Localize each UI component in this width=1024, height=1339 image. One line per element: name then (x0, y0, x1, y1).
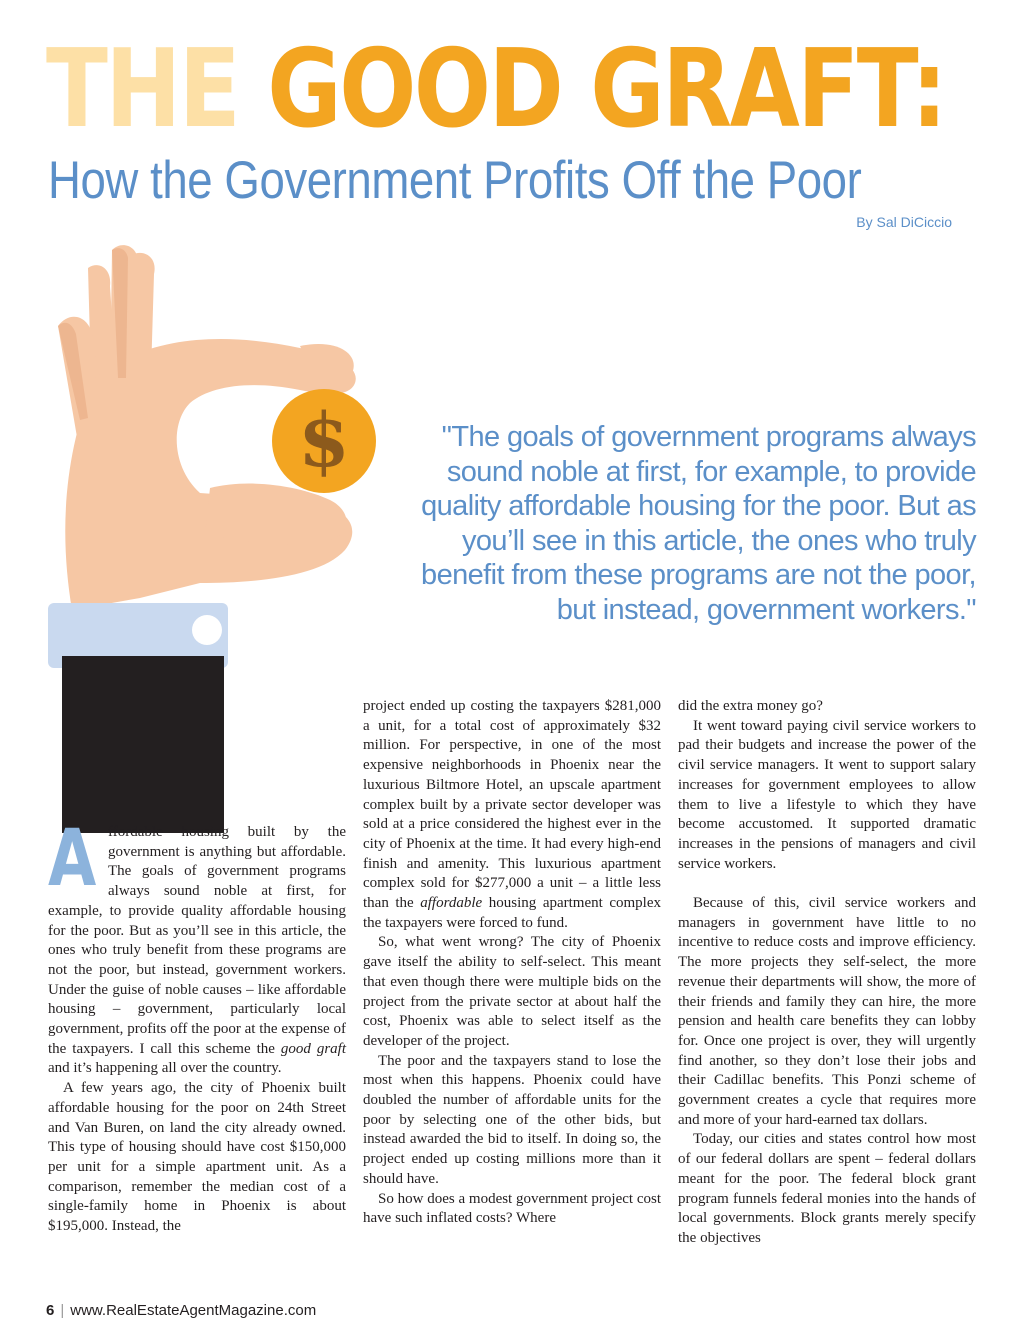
paragraph-text: project ended up costing the taxpayers $281,000 a unit, for a total cost of approximately $32 million. For perspective, in one of the most expensive neighborhoods in Phoenix near the luxurious Biltmore Hotel, an upscale apartment complex built by a private sector developer was sold at a price considered the highest ever in the city of Phoenix at the time. It had every high-end finish and amenity. This luxurious apartment complex sold for $277,000 a unit – a little less than the (363, 698, 661, 912)
paragraph: So, what went wrong? The city of Phoenix gave itself the ability to self-select. This meant that even though there were multiple bids on the project from the private sector at about half the cost, Phoenix was able to select itself as the developer of the project. (363, 934, 661, 1049)
article-column-2 (363, 697, 661, 1229)
title-the: THE (46, 27, 239, 152)
paragraph: So how does a modest government project cost have such inflated costs? Where (363, 1190, 661, 1227)
paragraph: A few years ago, the city of Phoenix built affordable housing for the poor on 24th Street and Van Buren, on land the city already owned. This type of housing should have cost $150,000 per unit for a simple apartment unit. As a comparison, remember the median cost of a single-family home in Phoenix is about $195,000. Instead, the (48, 1080, 346, 1235)
paragraph: Today, our cities and states control how most of our federal dollars are spent – federal dollars meant for the poor. The federal block grant program funnels federal monies into the hands of local governments. Block grants merely specify the objectives (678, 1131, 976, 1246)
article-column-3 (678, 697, 976, 1249)
italic-text: good graft (280, 1040, 346, 1057)
paragraph-text: ffordable housing built by the government is anything but affordable. The goals of government programs always sound noble at first, for example, to provide quality affordable housing for the poor. But as you’ll see in this article, the ones who truly benefit from these programs are not the poor, but instead, government workers. Under the guise of noble causes – like affordable housing – government, particularly local government, profits off the poor at the expense of the taxpayers. I call this scheme the (48, 824, 346, 1057)
coin (272, 389, 376, 493)
byline: By Sal DiCiccio (856, 214, 952, 230)
paragraph: did the extra money go? (678, 698, 823, 714)
article-title (46, 27, 945, 152)
cufflink-button (192, 615, 222, 645)
page-footer (46, 1302, 316, 1319)
paragraph (363, 697, 661, 933)
paragraph: Because of this, civil service workers and managers in government have little to no incentive to reduce costs and improve efficiency. The more projects they self-select, the more revenue their departments will show, the more of their friends and family they can hire, the more pension and health care benefits they can lobby for. Once one project is over, they will urgently find another, so they don’t lose their jobs and their Cadillac benefits. This Ponzi scheme of government creates a cycle that requires more and more of your hard-earned tax dollars. (678, 895, 976, 1128)
title-main: GOOD GRAFT: (267, 27, 945, 152)
pull-quote: "The goals of government programs always sound noble at first, for example, to provide quality affordable housing for the poor. But as you’ll see in this article, the ones who truly benefit from these programs are not the poor, but instead, government workers." (421, 421, 976, 626)
footer-separator: | (60, 1302, 65, 1319)
article-subtitle: How the Government Profits Off the Poor (48, 151, 862, 210)
paragraph: It went toward paying civil service workers to pad their budgets and increase the power of the civil service managers. It went to support salary increases for government employees to allow them to live a lifestyle to which they have become accustomed. It supported dramatic increases in the pensions of managers and civil service workers. (678, 717, 976, 872)
page-number: 6 (46, 1302, 55, 1319)
dollar-sign-icon: $ (298, 398, 350, 484)
hand-holding-coin-illustration (0, 238, 400, 833)
paragraph-text: housing apartment complex the taxpayers were forced to fund. (363, 895, 661, 931)
italic-text: affordable (420, 895, 483, 912)
paragraph-text: and it’s happening all over the country. (48, 1060, 282, 1077)
suit-sleeve (62, 656, 224, 833)
website-link[interactable]: www.RealEstateAgentMagazine.com (70, 1302, 317, 1319)
paragraph: The poor and the taxpayers stand to lose the most when this happens. Phoenix could have doubled the number of affordable units for the poor by selecting one of the other bids, but instead awarded the bid to itself. In doing so, the project ended up costing millions more than it should have. (363, 1052, 661, 1187)
drop-cap: A (48, 814, 97, 904)
article-column-1 (48, 814, 346, 1237)
